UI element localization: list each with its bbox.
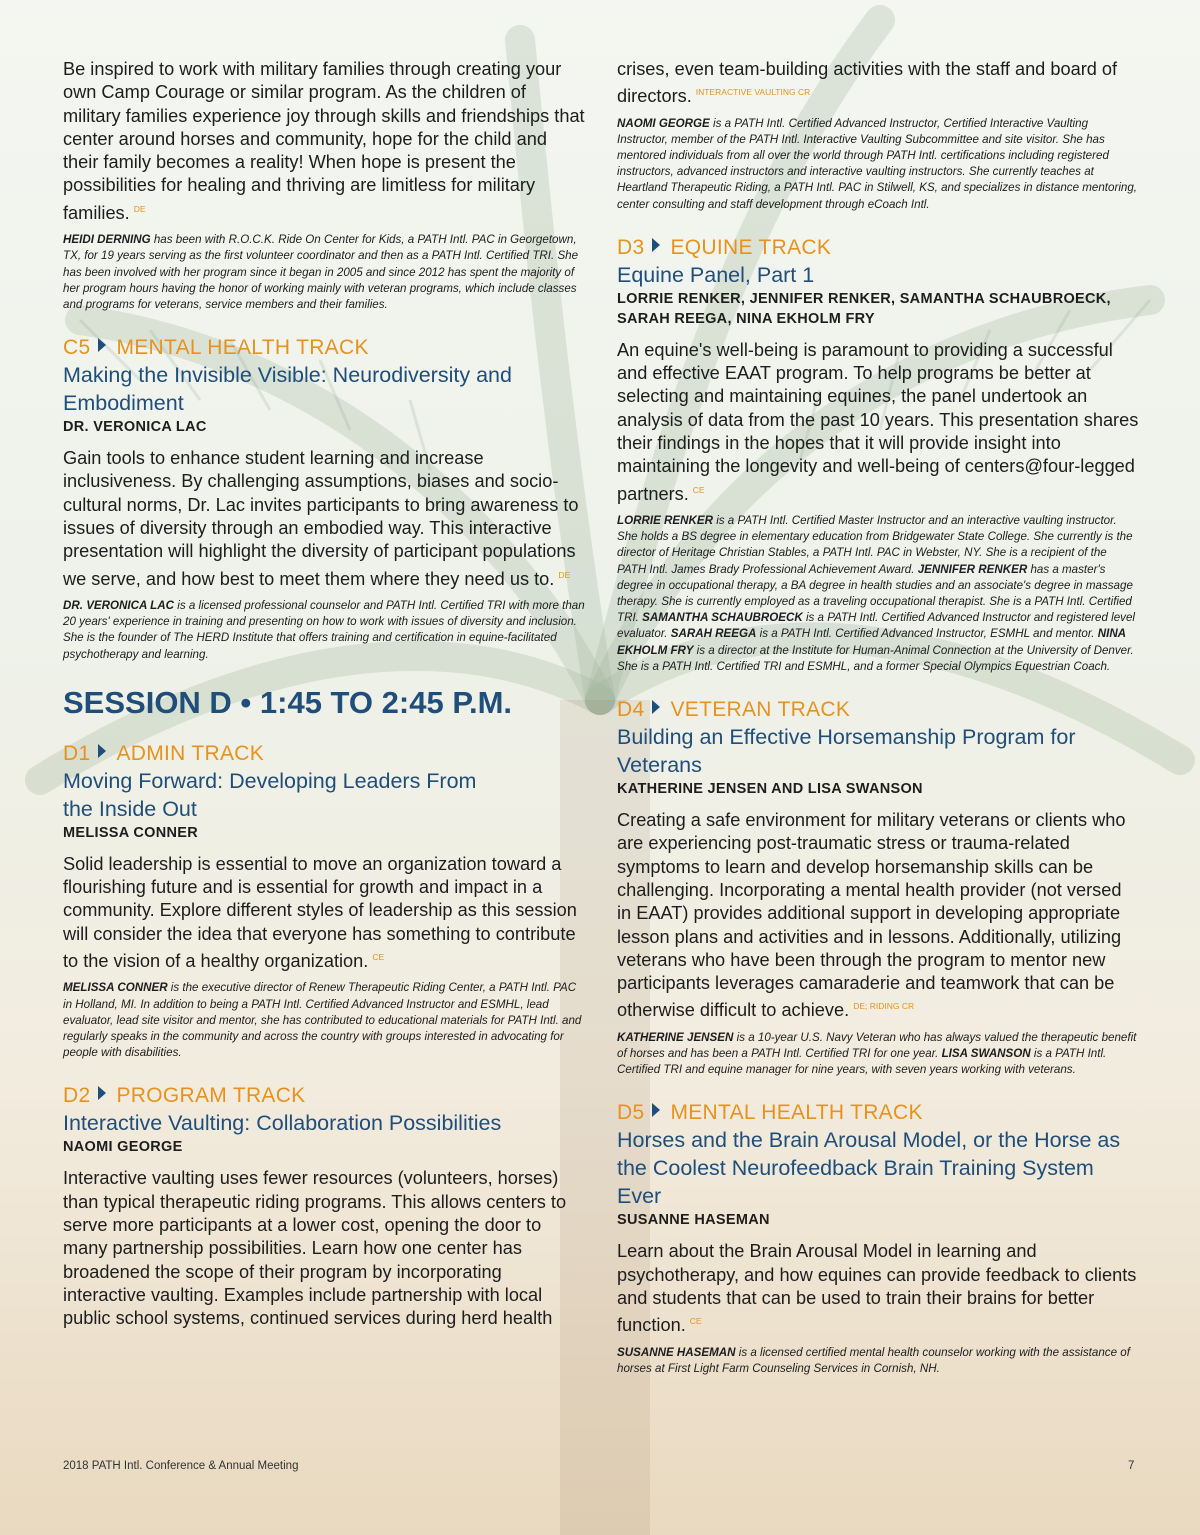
arrow-right-icon (98, 744, 106, 758)
track-heading: D2 PROGRAM TRACK (63, 1084, 306, 1108)
session-title: Equine Panel, Part 1 (617, 262, 815, 287)
bio-naomi-george: NAOMI GEORGE is a PATH Intl. Certified Advanced Instructor, Certified Interactive Vaulting Instructor, member of the PATH Intl. Interactive Vaulting Subcommittee and site visitor. She has mentored individuals from all over the world through PATH Intl. certifications including registered instructors, advanced instructors and interactive vaulting instructors. She currently teaches at Heartland Therapeutic Riding, a PATH Intl. PAC in Stilwell, KS, and specializes in distance mentoring, center consulting and staff development through eCoach Intl. (617, 116, 1138, 211)
speaker-name: KATHERINE JENSEN AND LISA SWANSON (617, 781, 923, 798)
session-c5 (63, 335, 585, 663)
speaker-name: NAOMI GEORGE (63, 1139, 183, 1156)
speaker-bio: KATHERINE JENSEN is a 10-year U.S. Navy Veteran who has always valued the therapeutic benefit of horses and has been a PATH Intl. Certified TRI for one year. LISA SWANSON is a PATH Intl. Certified TRI and equine manager for nine years, with seven years working with veterans. (617, 1030, 1137, 1077)
arrow-right-icon (98, 338, 106, 352)
arrow-right-icon (652, 700, 660, 714)
speaker-name: MELISSA CONNER (63, 824, 198, 841)
session-description: An equine's well-being is paramount to providing a successful and effective EAAT program. To help programs be better at selecting and maintaining equines, the panel undertook an analysis of data from the past 10 years. This presentation shares their findings in the hopes that it will provide insight into maintaining the longevity and well-being of centers@four-legged partners. $^{CE}$ (617, 339, 1139, 504)
left-column (63, 58, 585, 1337)
session-d2 (63, 1083, 585, 1330)
session-title: Moving Forward: Developing Leaders From the Inside Out (63, 768, 477, 821)
session-description: Interactive vaulting uses fewer resources (volunteers, horses) than typical therapeutic riding programs. This allows centers to serve more participants at a lower cost, opening the door to many partnership possibilities. Learn how one center has broadened the scope of their program by incorporating interactive vaulting. Examples include partnership with local public school systems, continued services during herd health (63, 1168, 567, 1329)
session-d3 (617, 235, 1139, 675)
session-description: Creating a safe environment for military veterans or clients who are experiencing post-traumatic stress or trauma-related symptoms to learn and develop horsemanship skills can be challenging. Incorporating a mental health provider (not versed in EAAT) provides additional support in developing appropriate lesson plans and activities and in lessons. Additionally, utilizing veterans who have been through the program to mentor new participants leverages camaraderie and teamwork that can be otherwise difficult to achieve. $^{DE; RIDING CR}$ (617, 810, 1126, 1021)
track-heading: D1 ADMIN TRACK (63, 741, 265, 765)
speaker-bio: LORRIE RENKER is a PATH Intl. Certified Master Instructor and an interactive vaulting instructor. She holds a BS degree in elementary education from Bridgewater State College. She currently is the director of Heritage Christian Stables, a PATH Intl. PAC in Webster, NY. She is a recipient of the PATH Intl. James Brady Professional Achievement Award. JENNIFER RENKER has a master's degree in occupational therapy, a BA degree in health studies and an associate's degree in massage therapy. She is currently employed as a traveling occupational therapist. She is a PATH Intl. Certified TRI. SAMANTHA SCHAUBROECK is a PATH Intl. Certified Advanced Instructor and registered level evaluator. SARAH REEGA is a PATH Intl. Certified Advanced Instructor, ESMHL and mentor. NINA EKHOLM FRY is a director at the Institute for Human-Animal Connection at the University of Denver. She is a PATH Intl. Certified TRI and ESMHL, and a former Special Olympics Equestrian Coach. (617, 514, 1136, 673)
credit-tag: DE (133, 203, 146, 214)
track-heading: C5 MENTAL HEALTH TRACK (63, 336, 369, 360)
session-d4 (617, 697, 1139, 1078)
session-heading: SESSION D • 1:45 TO 2:45 P.M. (63, 684, 513, 720)
arrow-right-icon (98, 1086, 106, 1100)
arrow-right-icon (652, 238, 660, 252)
track-heading: D3 EQUINE TRACK (617, 235, 832, 259)
track-heading: D5 MENTAL HEALTH TRACK (617, 1101, 923, 1125)
right-column (617, 58, 1139, 1399)
speaker-name: SUSANNE HASEMAN (617, 1212, 770, 1229)
speaker-bio: MELISSA CONNER is the executive director of Renew Therapeutic Riding Center, a PATH Intl. PAC in Holland, MI. In addition to being a PATH Intl. Certified Advanced Instructor and ESMHL, lead evaluator, lead site visitor and mentor, she has contributed to educational materials for PATH Intl. and regularly speaks in the community and across the country with groups interested in advocating for people with disabilities. (63, 981, 582, 1060)
speaker-bio: SUSANNE HASEMAN is a licensed certified mental health counselor working with the assistance of horses at First Light Farm Counseling Services in Cornish, NH. (617, 1345, 1130, 1375)
session-title: Making the Invisible Visible: Neurodiversity and Embodiment (63, 363, 512, 416)
footer-title: 2018 PATH Intl. Conference & Annual Meeting (63, 1460, 299, 1472)
session-d1 (63, 741, 585, 1062)
arrow-right-icon (652, 1103, 660, 1117)
session-description: Gain tools to enhance student learning and increase inclusiveness. By challenging assumptions, biases and socio-cultural norms, Dr. Lac invites participants to bring awareness to issues of diversity through an embodied way. This interactive presentation will highlight the diversity of participant populations we serve, and how best to meet them where they need us to. $^{DE}$ (63, 448, 579, 589)
speaker-name: DR. VERONICA LAC (63, 419, 207, 436)
intro-paragraph: Be inspired to work with military families through creating your own Camp Courage or similar program. As the children of military families experience joy through skills and friendships that center around horses and community, hope for the child and their family becomes a reality! When hope is present the possibilities for healing and thriving are limitless for military families. $^{DE}$ (63, 59, 585, 223)
track-heading: D4 VETERAN TRACK (617, 698, 851, 722)
session-d5 (617, 1100, 1139, 1377)
session-title: Horses and the Brain Arousal Model, or the Horse as the Coolest Neurofeedback Brain Training System Ever (617, 1128, 1121, 1209)
session-title: Interactive Vaulting: Collaboration Possibilities (63, 1111, 502, 1136)
session-description: Solid leadership is essential to move an organization toward a flourishing future and is essential for growth and impact in a community. Explore different styles of leadership as this session will consider the idea that everyone has something to contribute to the vision of a healthy organization. $^{CE}$ (63, 853, 577, 972)
speaker-name: LORRIE RENKER, JENNIFER RENKER, SAMANTHA SCHAUBROECK, SARAH REEGA, NINA EKHOLM FRY (617, 290, 1111, 327)
session-title: Building an Effective Horsemanship Program for Veterans (617, 725, 1076, 778)
speaker-bio: DR. VERONICA LAC is a licensed professional counselor and PATH Intl. Certified TRI with more than 20 years' experience in training and presenting on how to work with issues of diversity and inclusion. She is the founder of The HERD Institute that offers training and certification in equine-facilitated psychotherapy and learning. (63, 599, 585, 661)
bio-derning: HEIDI DERNING has been with R.O.C.K. Ride On Center for Kids, a PATH Intl. PAC in Georgetown, TX, for 19 years serving as the first volunteer coordinator and then as a PATH Intl. Certified TRI. She has been involved with her program since it began in 2005 and since 2012 has spent the majority of her program hours having the honor of working mainly with veteran programs, which include classes and programs for veterans, service members and their families. (63, 233, 579, 311)
d2-continued: crises, even team-building activities with the staff and board of directors. $^{INTERACTIVE VAULTING CR}$ (617, 59, 1118, 107)
page-number: 7 (1128, 1460, 1135, 1472)
session-description: Learn about the Brain Arousal Model in learning and psychotherapy, and how equines can provide feedback to clients and students that can be used to train their brains for better function. $^{CE}$ (617, 1241, 1137, 1336)
